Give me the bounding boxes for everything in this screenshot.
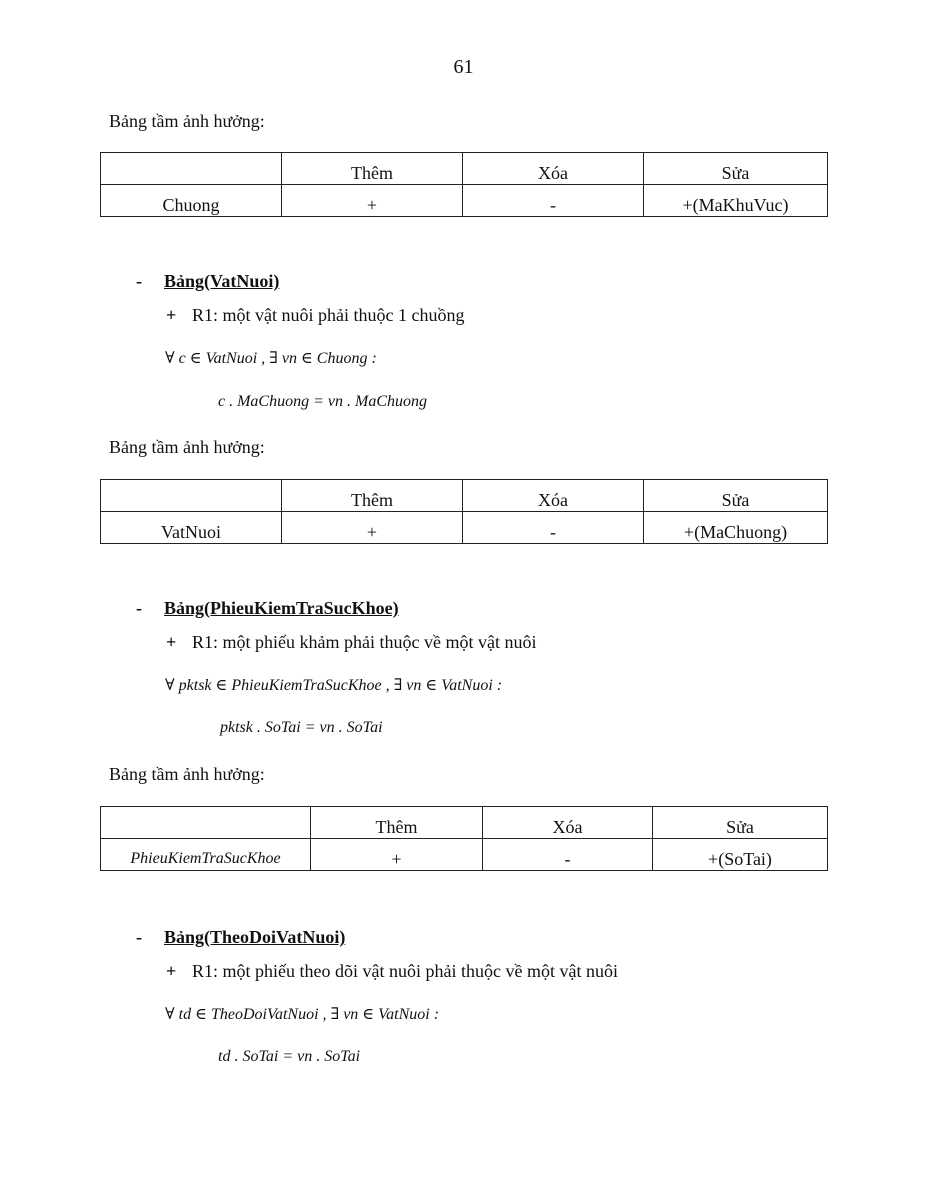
rule-text: R1: một phiếu khảm phải thuộc về một vật nuôi [192,632,537,652]
header-delete: Xóa [463,153,644,185]
section-heading-phieukiemtrasuckhoe [136,598,399,619]
table-row [101,839,828,871]
table-header-row [101,480,828,512]
section-heading-vatnuoi [136,271,279,292]
section-title: Bảng(PhieuKiemTraSucKhoe) [164,598,399,618]
formula-quantifier: ∀ pktsk ∈ PhieuKiemTraSucKhoe , ∃ vn ∈ VatNuoi : [165,677,503,694]
header-blank [101,153,282,185]
rule-text: R1: một phiếu theo dõi vật nuôi phải thuộc về một vật nuôi [192,961,618,981]
cell-edit: +(MaChuong) [644,512,828,544]
rule-line [166,961,618,982]
rule-text: R1: một vật nuôi phải thuộc 1 chuồng [192,305,465,325]
header-add: Thêm [282,153,463,185]
rule-marker: + [166,961,177,981]
cell-add: + [282,512,463,544]
cell-delete: - [463,185,644,217]
formula-condition: td . SoTai = vn . SoTai [218,1048,361,1065]
impact-table-label: Bảng tầm ảnh hưởng: [109,437,265,457]
formula-quantifier: ∀ c ∈ VatNuoi , ∃ vn ∈ Chuong : [165,350,377,367]
cell-edit: +(SoTai) [653,839,828,871]
impact-table-chuong [100,152,828,217]
section-title: Bảng(TheoDoiVatNuoi) [164,927,346,947]
table-row [101,185,828,217]
header-edit: Sửa [644,480,828,512]
rule-line [166,305,464,326]
rule-line [166,632,536,653]
formula-condition: pktsk . SoTai = vn . SoTai [220,719,383,736]
cell-add: + [311,839,483,871]
cell-delete: - [463,512,644,544]
section-dash: - [136,271,142,291]
impact-table-phieukiemtrasuckhoe [100,806,828,871]
cell-delete: - [483,839,653,871]
section-dash: - [136,598,142,618]
impact-table-label: Bảng tầm ảnh hưởng: [109,764,265,784]
impact-table-vatnuoi [100,479,828,544]
header-blank [101,807,311,839]
cell-add: + [282,185,463,217]
cell-entity: Chuong [101,185,282,217]
cell-entity: VatNuoi [101,512,282,544]
header-delete: Xóa [463,480,644,512]
header-blank [101,480,282,512]
impact-table-label: Bảng tầm ảnh hưởng: [109,111,265,131]
cell-entity: PhieuKiemTraSucKhoe [101,839,311,871]
section-title: Bảng(VatNuoi) [164,271,280,291]
section-heading-theodoivatnuoi [136,927,345,948]
rule-marker: + [166,632,177,652]
page-number: 61 [453,56,474,78]
table-header-row [101,153,828,185]
table-header-row [101,807,828,839]
formula-condition: c . MaChuong = vn . MaChuong [218,393,427,410]
section-dash: - [136,927,142,947]
cell-edit: +(MaKhuVuc) [644,185,828,217]
table-row [101,512,828,544]
header-add: Thêm [282,480,463,512]
header-edit: Sửa [653,807,828,839]
header-add: Thêm [311,807,483,839]
rule-marker: + [166,305,177,325]
formula-quantifier: ∀ td ∈ TheoDoiVatNuoi , ∃ vn ∈ VatNuoi : [165,1006,440,1023]
header-edit: Sửa [644,153,828,185]
header-delete: Xóa [483,807,653,839]
